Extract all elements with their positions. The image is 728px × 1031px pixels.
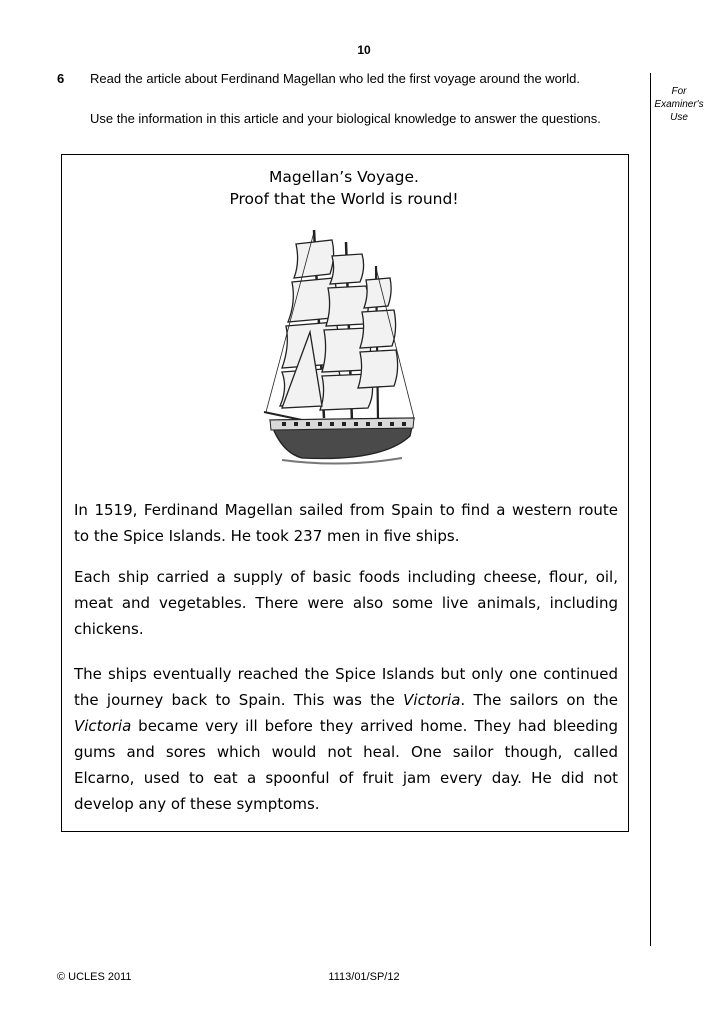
page-number: 10: [357, 43, 371, 57]
article-title: [61, 166, 627, 210]
p3-text-a: The ships eventually reached the Spice Islands but only one continued the journey back to Spain. This was the: [74, 665, 618, 709]
ship-name-victoria-2: Victoria: [74, 717, 132, 735]
question-instruction: Use the information in this article and your biological knowledge to answer the questions.: [90, 111, 601, 126]
ship-name-victoria: Victoria: [403, 691, 461, 709]
examiner-label-line1: For: [671, 86, 687, 97]
question-number: 6: [57, 71, 65, 86]
p3-text-c: became very ill before they arrived home. They had bleeding gums and sores which would not heal. One sailor though, called Elcarno, used to eat a spoonful of fruit jam every day. He did not develop any of these symptoms.: [74, 717, 618, 813]
article-paragraph-3: [74, 661, 618, 817]
footer-paper-code: 1113/01/SP/12: [328, 971, 400, 983]
examiner-label-line2: Examiner's: [654, 99, 704, 110]
article-paragraph-1: In 1519, Ferdinand Magellan sailed from Spain to find a western route to the Spice Islands. He took 237 men in five ships.: [74, 501, 618, 545]
examiner-margin-line: [650, 73, 651, 946]
footer-copyright: © UCLES 2011: [57, 971, 132, 983]
article-title-line1: Magellan’s Voyage.: [269, 168, 419, 186]
sailing-ship-icon: [262, 222, 422, 476]
question-intro: Read the article about Ferdinand Magellan who led the first voyage around the world.: [90, 71, 580, 86]
examiner-use-label: [650, 85, 708, 124]
article-paragraph-2: Each ship carried a supply of basic foods including cheese, flour, oil, meat and vegetables. There were also some live animals, including chickens.: [74, 568, 618, 638]
p3-text-b: . The sailors on the: [460, 691, 618, 709]
examiner-label-line3: Use: [670, 112, 688, 123]
article-title-line2: Proof that the World is round!: [229, 190, 459, 208]
